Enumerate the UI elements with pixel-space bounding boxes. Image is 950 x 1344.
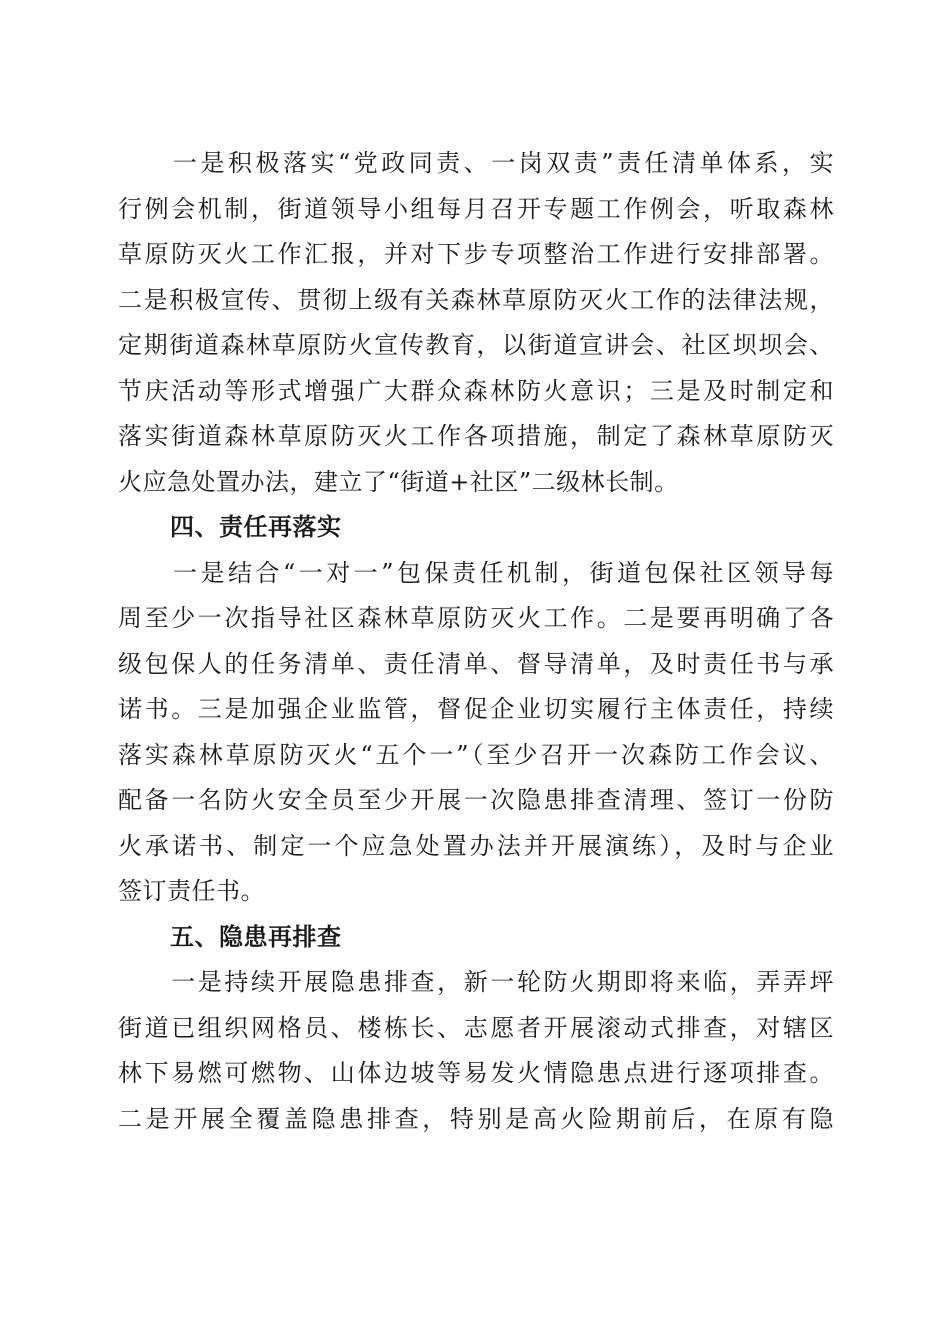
text-line: 二是开展全覆盖隐患排查，特别是高火险期前后，在原有隐 — [118, 1104, 834, 1133]
text-line: 级包保人的任务清单、责任清单、督导清单，及时责任书与承 — [118, 649, 834, 678]
text-line: 落实森林草原防灭火“五个一”（至少召开一次森防工作会议、 — [118, 740, 834, 769]
text-line: 林下易燃可燃物、山体边坡等易发火情隐患点进行逐项排查。 — [118, 1059, 834, 1087]
section-heading-5: 五、隐患再排查 — [170, 922, 342, 951]
text-line: 节庆活动等形式增强广大群众森林防火意识；三是及时制定和 — [118, 376, 834, 405]
paragraph-3 — [118, 960, 834, 1142]
text-line: 街道已组织网格员、楼栋长、志愿者开展滚动式排查，对辖区 — [118, 1013, 834, 1042]
text-line: 草原防灭火工作汇报，并对下步专项整治工作进行安排部署。 — [118, 240, 834, 268]
text-line: 一是持续开展隐患排查，新一轮防火期即将来临，弄弄坪 — [118, 968, 834, 996]
text-line: 落实街道森林草原防灭火工作各项措施，制定了森林草原防灭 — [118, 422, 834, 450]
text-line: 火应急处置办法，建立了“街道+社区”二级林长制。 — [118, 467, 679, 496]
paragraph-1 — [118, 141, 834, 505]
text-line: 火承诺书、制定一个应急处置办法并开展演练），及时与企业 — [118, 831, 834, 860]
text-line: 一是积极落实“党政同责、一岗双责”责任清单体系，实 — [118, 149, 834, 177]
text-line: 诺书。三是加强企业监管，督促企业切实履行主体责任，持续 — [118, 695, 834, 723]
section-heading-4: 四、责任再落实 — [170, 513, 342, 541]
text-line: 二是积极宣传、贯彻上级有关森林草原防灭火工作的法律法规， — [118, 285, 834, 314]
text-line: 周至少一次指导社区森林草原防灭火工作。二是要再明确了各 — [118, 604, 834, 632]
text-line: 签订责任书。 — [118, 877, 265, 905]
text-line: 行例会机制，街道领导小组每月召开专题工作例会，听取森林 — [118, 194, 834, 223]
text-line: 定期街道森林草原防火宣传教育，以街道宣讲会、社区坝坝会、 — [118, 331, 834, 359]
document-body — [118, 141, 834, 1142]
text-line: 配备一名防火安全员至少开展一次隐患排查清理、签订一份防 — [118, 786, 834, 814]
paragraph-2 — [118, 551, 834, 915]
text-line: 一是结合“一对一”包保责任机制，街道包保社区领导每 — [118, 558, 834, 587]
